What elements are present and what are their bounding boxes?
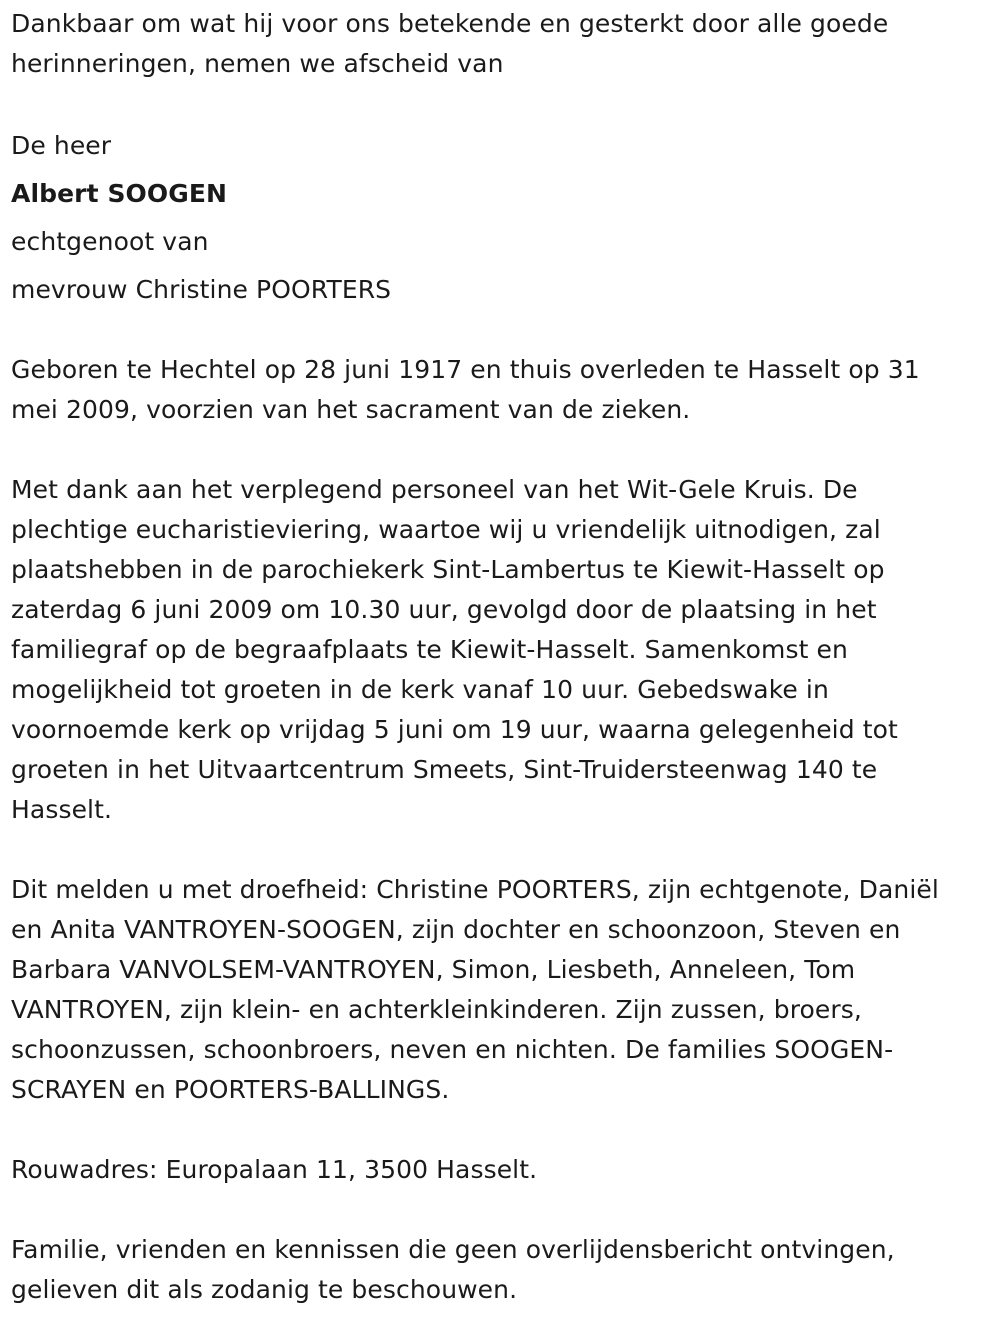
family-line: Dit melden u met droefheid: Christine POORTERS, zijn echtgenote, Daniël <box>11 875 939 904</box>
ceremony-line: Hasselt. <box>11 795 113 824</box>
family-line: schoonzussen, schoonbroers, neven en nichten. De families SOOGEN- <box>11 1035 894 1064</box>
ceremony-line: plaatshebben in de parochiekerk Sint-Lambertus te Kiewit-Hasselt op <box>11 555 885 584</box>
honorific: De heer <box>11 131 112 160</box>
mourning-address: Rouwadres: Europalaan 11, 3500 Hasselt. <box>11 1155 538 1184</box>
family-line: en Anita VANTROYEN-SOOGEN, zijn dochter en schoonzoon, Steven en <box>11 915 901 944</box>
ceremony-line: zaterdag 6 juni 2009 om 10.30 uur, gevolgd door de plaatsing in het <box>11 595 877 624</box>
relation-text: echtgenoot van <box>11 227 209 256</box>
ceremony-line: groeten in het Uitvaartcentrum Smeets, Sint-Truidersteenwag 140 te <box>11 755 878 784</box>
ceremony-line: familiegraf op de begraafplaats te Kiewit-Hasselt. Samenkomst en <box>11 635 848 664</box>
ceremony-line: voornoemde kerk op vrijdag 5 juni om 19 uur, waarna gelegenheid tot <box>11 715 898 744</box>
intro-line-1: Dankbaar om wat hij voor ons betekende en gesterkt door alle goede <box>11 9 889 38</box>
ceremony-line: Met dank aan het verplegend personeel van het Wit-Gele Kruis. De <box>11 475 858 504</box>
family-line: Barbara VANVOLSEM-VANTROYEN, Simon, Liesbeth, Anneleen, Tom <box>11 955 856 984</box>
spouse-name: mevrouw Christine POORTERS <box>11 275 392 304</box>
ceremony-line: plechtige eucharistieviering, waartoe wij u vriendelijk uitnodigen, zal <box>11 515 881 544</box>
family-line: VANTROYEN, zijn klein- en achterkleinkinderen. Zijn zussen, broers, <box>11 995 862 1024</box>
closing-line-1: Familie, vrienden en kennissen die geen overlijdensbericht ontvingen, <box>11 1235 895 1264</box>
closing-line-2: gelieven dit als zodanig te beschouwen. <box>11 1275 518 1304</box>
birth-death-line-1: Geboren te Hechtel op 28 juni 1917 en thuis overleden te Hasselt op 31 <box>11 355 920 384</box>
birth-death-line-2: mei 2009, voorzien van het sacrament van de zieken. <box>11 395 691 424</box>
deceased-name: Albert SOOGEN <box>11 179 228 208</box>
family-line: SCRAYEN en POORTERS-BALLINGS. <box>11 1075 450 1104</box>
ceremony-line: mogelijkheid tot groeten in de kerk vanaf 10 uur. Gebedswake in <box>11 675 829 704</box>
intro-line-2: herinneringen, nemen we afscheid van <box>11 49 504 78</box>
